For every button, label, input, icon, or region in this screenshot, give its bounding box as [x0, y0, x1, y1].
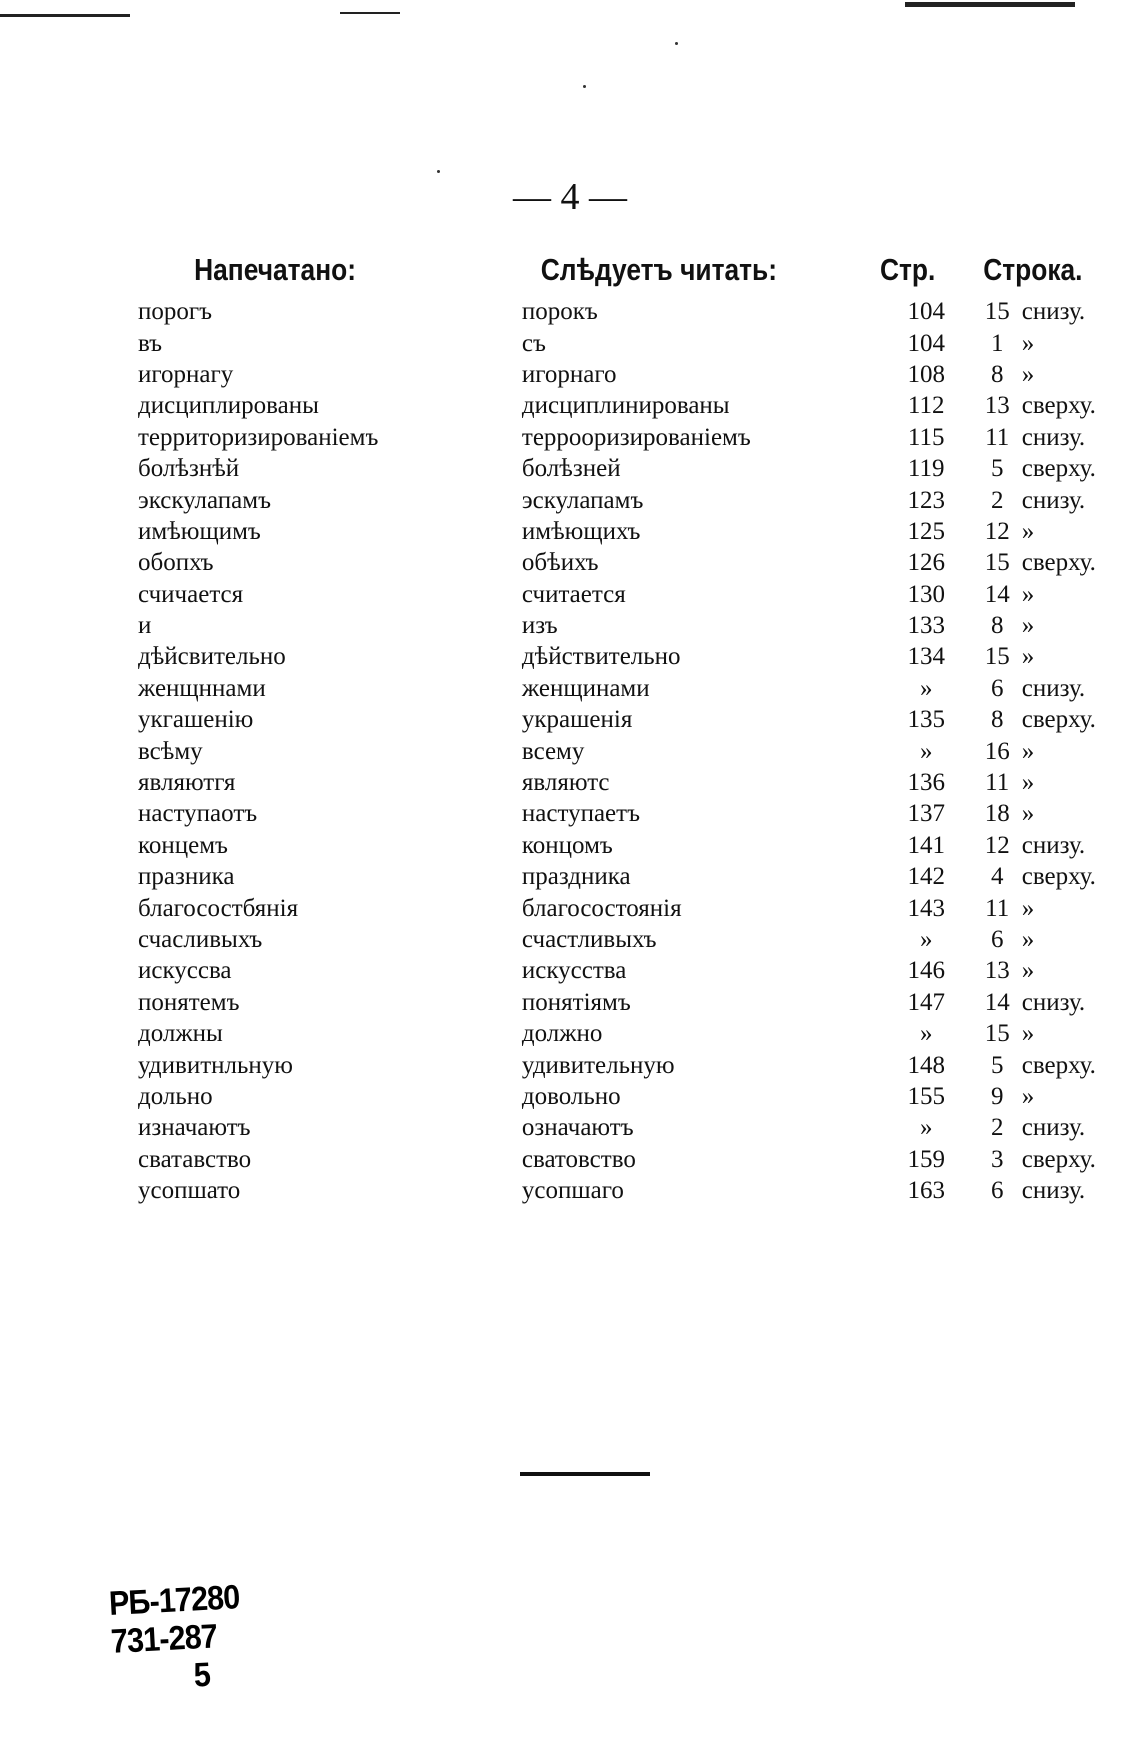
cell-printed: должны: [138, 1020, 223, 1048]
errata-row: [138, 422, 1140, 453]
errata-row: [138, 547, 1140, 578]
cell-line: 6: [990, 926, 1004, 953]
cell-line: 15: [984, 643, 1010, 671]
cell-printed: укгашенію: [138, 706, 254, 734]
errata-row: [138, 1144, 1140, 1175]
errata-header-row: [138, 252, 1140, 296]
cell-line: 15: [984, 1020, 1010, 1048]
cell-position: »: [1021, 580, 1035, 608]
errata-row: [138, 673, 1140, 704]
errata-table: [138, 252, 1140, 1206]
cell-line: 13: [984, 957, 1010, 985]
cell-should-read: всему: [521, 737, 585, 765]
cell-should-read: обѣихъ: [521, 549, 599, 577]
cell-printed: дольно: [138, 1082, 213, 1110]
stamp-line-2: 731-287: [109, 1617, 218, 1661]
scan-speck: [583, 85, 586, 88]
cell-page: 135: [907, 706, 945, 734]
cell-page: »: [919, 1020, 933, 1048]
cell-line: 5: [990, 1051, 1004, 1079]
cell-line: 2: [990, 1114, 1004, 1142]
cell-should-read: понятіямъ: [521, 988, 631, 1016]
cell-page: 130: [907, 580, 945, 608]
cell-position: »: [1021, 957, 1035, 985]
cell-line: 6: [990, 674, 1004, 702]
cell-printed: порогъ: [138, 298, 213, 326]
cell-position: снизу.: [1021, 831, 1086, 859]
cell-page: 108: [907, 360, 945, 388]
cell-page: »: [919, 926, 933, 953]
scan-speck: [437, 170, 440, 173]
cell-position: сверху.: [1021, 863, 1096, 891]
cell-should-read: террооризированіемъ: [521, 423, 751, 451]
cell-line: 12: [984, 831, 1010, 859]
header-page: Стр.: [879, 252, 936, 287]
cell-printed: экскулапамъ: [138, 486, 272, 514]
cell-line: 2: [990, 486, 1004, 514]
cell-position: сверху.: [1021, 1051, 1096, 1079]
cell-page: 142: [907, 863, 945, 891]
cell-printed: и: [138, 612, 152, 640]
errata-row: [138, 924, 1140, 955]
cell-page: »: [919, 674, 933, 702]
errata-body: [138, 296, 1140, 1206]
cell-position: »: [1021, 894, 1035, 922]
cell-position: »: [1021, 800, 1035, 828]
cell-should-read: болѣзней: [521, 455, 621, 483]
cell-should-read: игорнаго: [521, 360, 617, 388]
cell-position: сверху.: [1021, 549, 1096, 577]
cell-line: 13: [984, 392, 1010, 420]
cell-position: снизу.: [1021, 298, 1086, 326]
cell-page: 104: [907, 298, 945, 326]
cell-line: 3: [990, 1145, 1004, 1173]
cell-position: »: [1021, 926, 1035, 953]
cell-page: 136: [907, 769, 945, 797]
cell-line: 15: [984, 298, 1010, 326]
cell-page: 143: [907, 894, 945, 922]
cell-page: 104: [907, 329, 945, 357]
errata-row: [138, 359, 1140, 390]
cell-line: 14: [984, 580, 1010, 608]
header-printed: Напечатано:: [194, 252, 356, 287]
cell-line: 18: [984, 800, 1010, 828]
cell-page: 137: [907, 800, 945, 828]
cell-position: »: [1021, 643, 1035, 671]
cell-line: 11: [985, 894, 1010, 922]
cell-line: 11: [985, 769, 1010, 797]
cell-page: 119: [907, 455, 945, 483]
cell-position: снизу.: [1021, 988, 1086, 1016]
cell-should-read: эскулапамъ: [521, 486, 644, 514]
cell-should-read: съ: [521, 329, 546, 357]
cell-should-read: усопшаго: [521, 1177, 624, 1205]
cell-should-read: наступаетъ: [521, 800, 640, 828]
cell-page: 123: [907, 486, 945, 514]
scan-speck: [675, 42, 678, 45]
errata-row: [138, 861, 1140, 892]
cell-printed: обопхъ: [138, 549, 214, 577]
cell-should-read: счастливыхъ: [521, 926, 657, 953]
errata-row: [138, 610, 1140, 641]
cell-position: »: [1021, 612, 1035, 640]
cell-printed: болѣзнѣй: [138, 455, 240, 483]
cell-printed: дисциплированы: [138, 392, 319, 420]
cell-line: 15: [984, 549, 1010, 577]
cell-position: снизу.: [1021, 674, 1086, 702]
cell-printed: празника: [138, 863, 235, 891]
cell-should-read: должно: [521, 1020, 603, 1048]
errata-row: [138, 955, 1140, 986]
header-should-read: Слѣдуетъ читать:: [540, 252, 777, 287]
cell-should-read: изъ: [521, 612, 558, 640]
cell-position: сверху.: [1021, 392, 1096, 420]
cell-should-read: удивительную: [521, 1051, 675, 1079]
cell-position: »: [1021, 360, 1035, 388]
cell-position: »: [1021, 1020, 1035, 1048]
errata-row: [138, 767, 1140, 798]
cell-position: снизу.: [1021, 1177, 1086, 1205]
errata-row: [138, 1049, 1140, 1080]
header-line: Строка.: [982, 252, 1083, 287]
cell-printed: наступаотъ: [138, 800, 258, 828]
errata-row: [138, 1112, 1140, 1143]
cell-printed: игорнагу: [138, 360, 234, 388]
cell-printed: въ: [138, 329, 163, 357]
cell-page: »: [919, 1114, 933, 1142]
cell-position: сверху.: [1021, 706, 1096, 734]
cell-page: 134: [907, 643, 945, 671]
page-number: — 4 —: [513, 176, 627, 218]
cell-printed: территоризированіемъ: [138, 423, 379, 451]
errata-row: [138, 579, 1140, 610]
cell-position: »: [1021, 329, 1035, 357]
cell-page: 126: [907, 549, 945, 577]
errata-row: [138, 296, 1140, 327]
stamp-line-1: РБ-17280: [108, 1578, 241, 1623]
cell-should-read: благосостоянія: [521, 894, 682, 922]
errata-row: [138, 390, 1140, 421]
cell-line: 8: [990, 612, 1004, 640]
cell-position: снизу.: [1021, 1114, 1086, 1142]
closing-rule: [520, 1472, 650, 1476]
cell-page: 115: [907, 423, 945, 451]
cell-should-read: дѣйствительно: [521, 643, 681, 671]
cell-page: 133: [907, 612, 945, 640]
cell-should-read: означаютъ: [521, 1114, 634, 1142]
cell-position: »: [1021, 737, 1035, 765]
errata-row: [138, 1081, 1140, 1112]
cell-line: 11: [985, 423, 1010, 451]
errata-row: [138, 892, 1140, 923]
cell-printed: понятемъ: [138, 988, 240, 1016]
cell-line: 8: [990, 706, 1004, 734]
cell-line: 5: [990, 455, 1004, 483]
errata-row: [138, 1175, 1140, 1206]
cell-page: 159: [907, 1145, 945, 1173]
cell-page: »: [919, 737, 933, 765]
errata-row: [138, 987, 1140, 1018]
cell-printed: усопшато: [138, 1177, 241, 1205]
errata-row: [138, 641, 1140, 672]
cell-page: 141: [907, 831, 945, 859]
stamp-line-3: 5: [192, 1655, 211, 1695]
cell-printed: всѣму: [138, 737, 203, 765]
cell-should-read: сватовство: [521, 1145, 636, 1173]
cell-page: 148: [907, 1051, 945, 1079]
cell-printed: сватавство: [138, 1145, 252, 1173]
cell-printed: искуссва: [138, 957, 232, 985]
errata-row: [138, 516, 1140, 547]
cell-position: »: [1021, 769, 1035, 797]
cell-line: 9: [990, 1082, 1004, 1110]
errata-row: [138, 1018, 1140, 1049]
errata-row: [138, 484, 1140, 515]
errata-row: [138, 453, 1140, 484]
cell-should-read: считается: [521, 580, 626, 608]
cell-printed: счичается: [138, 580, 244, 608]
cell-line: 12: [984, 517, 1010, 545]
cell-printed: изначаютъ: [138, 1114, 251, 1142]
cell-page: 147: [907, 988, 945, 1016]
cell-position: сверху.: [1021, 1145, 1096, 1173]
cell-position: »: [1021, 517, 1035, 545]
cell-line: 1: [990, 329, 1004, 357]
cell-printed: женщннами: [138, 674, 266, 702]
cell-position: сверху.: [1021, 455, 1096, 483]
scan-artifact: [340, 12, 400, 14]
errata-row: [138, 798, 1140, 829]
library-stamp: [108, 1578, 244, 1699]
cell-printed: дѣйсвительно: [138, 643, 286, 671]
cell-printed: имѣющимъ: [138, 517, 261, 545]
errata-row: [138, 735, 1140, 766]
cell-should-read: довольно: [521, 1082, 621, 1110]
cell-should-read: женщинами: [521, 674, 650, 702]
cell-page: 125: [907, 517, 945, 545]
errata-row: [138, 327, 1140, 358]
cell-page: 163: [907, 1177, 945, 1205]
cell-should-read: дисциплинированы: [521, 392, 730, 420]
cell-page: 112: [907, 392, 945, 420]
scan-artifact: [0, 14, 130, 17]
cell-should-read: праздника: [521, 863, 631, 891]
errata-row: [138, 830, 1140, 861]
cell-should-read: являютс: [521, 769, 610, 797]
cell-should-read: искусства: [521, 957, 627, 985]
cell-line: 14: [984, 988, 1010, 1016]
cell-should-read: имѣющихъ: [521, 517, 641, 545]
cell-page: 146: [907, 957, 945, 985]
cell-line: 16: [984, 737, 1010, 765]
cell-position: снизу.: [1021, 423, 1086, 451]
cell-printed: концемъ: [138, 831, 228, 859]
cell-printed: благосостбянія: [138, 894, 299, 922]
cell-printed: удивитнльную: [138, 1051, 293, 1079]
cell-should-read: украшенія: [521, 706, 633, 734]
cell-printed: являютгя: [138, 769, 236, 797]
cell-should-read: концомъ: [521, 831, 613, 859]
cell-line: 8: [990, 360, 1004, 388]
cell-line: 4: [990, 863, 1004, 891]
cell-line: 6: [990, 1177, 1004, 1205]
cell-position: »: [1021, 1082, 1035, 1110]
cell-should-read: порокъ: [521, 298, 598, 326]
cell-printed: счасливыхъ: [138, 926, 263, 953]
errata-row: [138, 704, 1140, 735]
scan-artifact: [905, 2, 1075, 7]
cell-page: 155: [907, 1082, 945, 1110]
cell-position: снизу.: [1021, 486, 1086, 514]
